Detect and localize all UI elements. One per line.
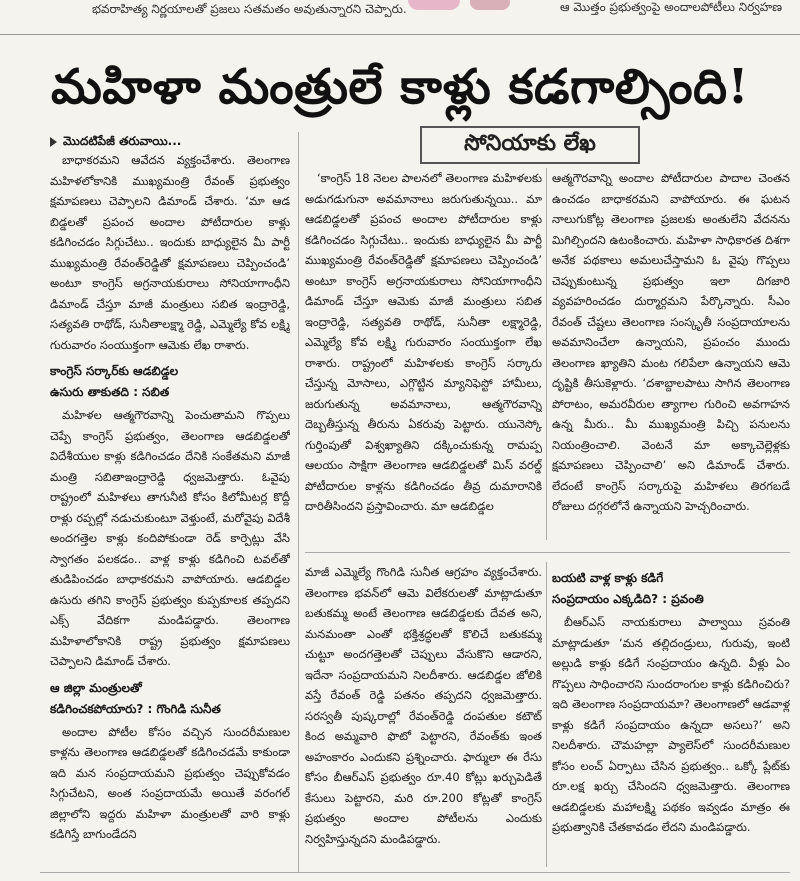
paragraph: బాధాకరమని ఆవేదన వ్యక్తంచేశారు. తెలంగాణ మహిళలోకానికి ముఖ్యమంత్రి రేవంత్ ప్రభుత్వం క్షమాపణలు చెప్పాలని డిమాండ్ చేశారు. ‘మా ఆడ బిడ్డలతో ప్రపంచ అందాల పోటీదారుల కాళ్లు కడిగించడం సిగ్గుచేటు.. ఇందుకు బాధ్యులైన మీ పార్టీ ముఖ్యమంత్రి రేవంత్‌రెడ్డితో క్షమాపణలు చెప్పించండి’ అంటూ కాంగ్రెస్ అగ్రనాయకురాలు సోనియాగాంధీని డిమాండ్ చేస్తూ మాజీ మంత్రులు సబిత ఇంద్రారెడ్డి, సత్యవతి రాథోడ్, సునీతాలక్ష్మా రెడ్డి, ఎమ్మెల్యే కోవ లక్ష్మి గురువారం సంయుక్తంగా ఆమెకు లేఖ రాశారు.: [50, 153, 290, 352]
article-column-1: [50, 132, 290, 872]
divider: [40, 872, 790, 873]
sidebar-column-1: [305, 168, 542, 540]
column-divider: [546, 168, 547, 540]
subheading: కాంగ్రెస్ సర్కార్‌కు ఆడబిడ్డల ఉసురు తాకుతది : సబిత: [50, 364, 179, 399]
section-divider: [305, 552, 790, 553]
column-divider: [298, 132, 299, 872]
paragraph: మాజీ ఎమ్మెల్యే గొంగిడి సునీత ఆగ్రహం వ్యక్తంచేశారు. తెలంగాణ భవన్‌లో ఆమె విలేకరులతో మాట్లాడుతూ బతుకమ్మ అంటే తెలంగాణ ఆడబిడ్డలకు దేవత అని, మనమంతా ఎంతో భక్తిశ్రద్ధలతో కొలిచే బతుకమ్మ చుట్టూ అందగత్తెలతో చెప్పులు వేసుకొని ఆడారని, ఇదేనా సంప్రదాయమని నిలదీశారు. ఆడబిడ్డల జోలికి వస్తే రేవంత్ రెడ్డి పతనం తప్పదని ధ్వజమెత్తారు. సరస్వతీ పుష్కరాల్లో రేవంత్‌రెడ్డి దంపతుల కటౌట్ కింద అమ్మవారి ఫొటో పెట్టారని, రేవంత్‌కు ఇంత అహంకారం ఎందుకని ప్రశ్నించారు. ఫార్ములా ఈ రేసు కోసం బీఆర్ఎస్ ప్రభుత్వం రూ.40 కోట్లు ఖర్చుపెడితే కేసులు పెట్టారని, మరి రూ.200 కోట్లతో కాంగ్రెస్ ప్రభుత్వం అందాల పోటీలను ఎందుకు నిర్వహిస్తున్నదని మండిపడ్డారు.: [305, 565, 542, 846]
column-divider: [546, 562, 547, 867]
paragraph: ఆత్మగౌరవాన్ని అందాల పోటీదారుల పాదాల చెంతన ఉంచడం బాధాకరమని వాపోయారు. ఈ ఘటన నాలుగుకోట్ల తెలంగాణ ప్రజలకు అంతులేని వేదనను మిగిల్చిందని ఉటంకించారు. మహిళా సాధికారత దిశగా అనేక పథకాలు అమలుచేస్తామని ఓ వైపు గొప్పలు చెప్పుకుంటున్న ప్రభుత్వం ఇలా దిగజారి వ్యవహరించడం దుర్మార్గమని పేర్కొన్నారు. సీఎం రేవంత్ చేష్టలు తెలంగాణ సంస్కృతీ సంప్రదాయాలను అవమానించేలా ఉన్నాయని, ప్రపంచం ముందు తెలంగాణ ఖ్యాతిని మంట గలిపేలా ఉన్నాయని ఆమె దృష్టికి తీసుకెళ్లారు. ‘దశాబ్దాలపాటు సాగిన తెలంగాణ పోరాటం, అమరవీరుల త్యాగాల గురించి అవగాహన ఉన్న మీరు.. మీ ముఖ్యమంత్రి పిచ్చి పనులను నియంత్రించాలి. వెంటనే మా అక్కాచెల్లెళ్లకు క్షమాపణలు చెప్పించాలి’ అని డిమాండ్ చేశారు. లేదంటే కాంగ్రెస్ సర్కారుపై మహిళలు తిరగబడే రోజులు దగ్గరలోనే ఉన్నాయని హెచ్చరించారు.: [552, 171, 790, 513]
triangle-bullet-icon: [50, 137, 57, 147]
paragraph: ‘కాంగ్రెస్ 18 నెలల పాలనలో తెలంగాణ మహిళలకు అడుగడుగునా అవమానాలు జరుగుతున్నయి.. మా ఆడబిడ్డలతో ప్రపంచ అందాల పోటీదారుల కాళ్లు కడిగించడం సిగ్గుచేటు.. ఇందుకు బాధ్యులైన మీ పార్టీ ముఖ్యమంత్రి రేవంత్‌రెడ్డితో క్షమాపణలు చెప్పించండి’ అంటూ కాంగ్రెస్ అగ్రనాయకురాలు సోనియాగాంధీని డిమాండ్ చేస్తూ ఆమెకు మాజీ మంత్రులు సబిత ఇంద్రారెడ్డి, సత్యవతి రాథోడ్, సునీతా లక్ష్మారెడ్డి, ఎమ్మెల్యే కోవ లక్ష్మి గురువారం సంయుక్తంగా లేఖ రాశారు. రాష్ట్రంలో మహిళలకు కాంగ్రెస్ సర్కారు చేస్తున్న మోసాలు, ఎగ్గొట్టిన మ్యానిఫెస్టో హామీలు, జరుగుతున్న అవమానాలు, ఆత్మగౌరవాన్ని దెబ్బతీస్తున్న తీరును ఏకరువు పెట్టారు. యునెస్కో గుర్తింపుతో విశ్వఖ్యాతిని దక్కించుకున్న రామప్ప ఆలయం సాక్షిగా తెలంగాణ ఆడబిడ్డలతో మిస్ వరల్డ్ పోటీదారుల కాళ్లను కడిగించడం తీవ్ర దుమారానికి దారితీసిందని ప్రస్తావించారు. మా ఆడబిడ్డల: [305, 171, 542, 513]
continuation-kicker: మొదటిపేజీ తరువాయి...: [50, 132, 290, 150]
previous-article-strip: [0, 0, 800, 36]
sidebar-title-box: [420, 126, 640, 164]
paragraph: బీఆర్ఎస్ నాయకురాలు పాల్వాయి స్రవంతి మాట్లాడుతూ ‘మన తల్లిదండ్రులు, గురువు, ఇంటి అల్లుడి కాళ్లు కడిగే సంప్రదాయం ఉన్నది. వీళ్లు ఏం గొప్పలు సాధించారని సుందరాంగుల కాళ్లు కడిగించిరు? ఇది తెలంగాణ సంప్రదాయమా? తెలంగాణలో ఆడవాళ్ల కాళ్లు కడిగే సంప్రదాయం ఉన్నదా అసలు?’ అని నిలదీశారు. చౌమహల్లా ప్యాలెస్‌లో సుందరీమణుల కోసం లంచ్ ఏర్పాటు చేసిన ప్రభుత్వం.. ఒక్కో ప్లేట్‌కు రూ.లక్ష ఖర్చు చేసిందని ధ్వజమెత్తారు. తెలంగాణ ఆడబిడ్డలకు మహాలక్ష్మి పథకం ఇవ్వడం మాత్రం ఈ ప్రభుత్వానికి చేతకావడం లేదని మండిపడ్డారు.: [552, 615, 790, 834]
previous-article-text: భవరాహిత్య నిర్ణయాలతో ప్రజలు సతమతం అవుతున్నారని చెప్పారు.: [92, 2, 407, 16]
adjacent-article-text: ఆ మొత్తం ప్రభుత్వంపై అందాలపోటీలు నిర్వహణ: [560, 0, 783, 14]
article-column-2-lower: [305, 562, 542, 867]
paragraph: మహిళల ఆత్మగౌరవాన్ని పెంచుతామని గొప్పలు చెప్పే కాంగ్రెస్ ప్రభుత్వం, తెలంగాణ ఆడబిడ్డలతో విదేశీయుల కాళ్లు కడిగించడం దేనికి సంకేతమని మాజీ మంత్రి సబితాఇంద్రారెడ్డి ధ్వజమెత్తారు. ఓవైపు రాష్ట్రంలో మహిళలు తాగునీటి కోసం కిలోమీటర్ల కొద్దీ రాళ్లు రప్పల్లో నడుచుకుంటూ వెళ్తుంటే, మరోవైపు విదేశీ అందగత్తెల కాళ్లు కందిపోకుండా రెడ్ కార్పెట్లు వేసి స్వాగతం పలకడం.. వాళ్ల కాళ్లు కడిగించి టవల్‌తో తుడిపించడం బాధాకరమని వాపోయారు. ఆడబిడ్డల ఉసురు తగిని కాంగ్రెస్ ప్రభుత్వం కుప్పకూలక తప్పదని ఎక్స్ వేదికగా మండిపడ్డారు. తెలంగాణ మహిళాలోకానికి రాష్ట్ర ప్రభుత్వం క్షమాపణలు చెప్పాలని డిమాండ్ చేశారు.: [50, 408, 290, 668]
thumbnail-image: [408, 0, 460, 10]
sidebar-title: సోనియాకు లేఖ: [464, 129, 596, 156]
headline: మహిళా మంత్రులే కాళ్లు కడగాల్సింది!: [50, 59, 750, 115]
article-column-3-lower: [552, 562, 790, 867]
paragraph: అందాల పోటీల కోసం వచ్చిన సుందరీమణుల కాళ్లను తెలంగాణ ఆడబిడ్డలతో కడిగించడమే కాకుండా ఇది మన సంప్రదాయమని ప్రభుత్వం చెప్పుకోవడం సిగ్గుచేటని, అంత సంప్రదాయమే అయితే వరంగల్ జిల్లాలోని ఇద్దరు మహిళా మంత్రులతో వారి కాళ్లు కడిగిస్తే బాగుండేదని: [50, 724, 290, 841]
divider: [0, 34, 800, 35]
sidebar-column-2: [552, 168, 790, 540]
subheading: ఆ జిల్లా మంత్రులతో కడిగించకపోయారు? : గొంగిడి సునీత: [50, 680, 221, 716]
subheading: బయటి వాళ్ల కాళ్లు కడిగే సంప్రదాయం ఎక్కడిది? : ప్రవంతి: [552, 571, 704, 606]
thumbnail-image: [470, 0, 510, 10]
